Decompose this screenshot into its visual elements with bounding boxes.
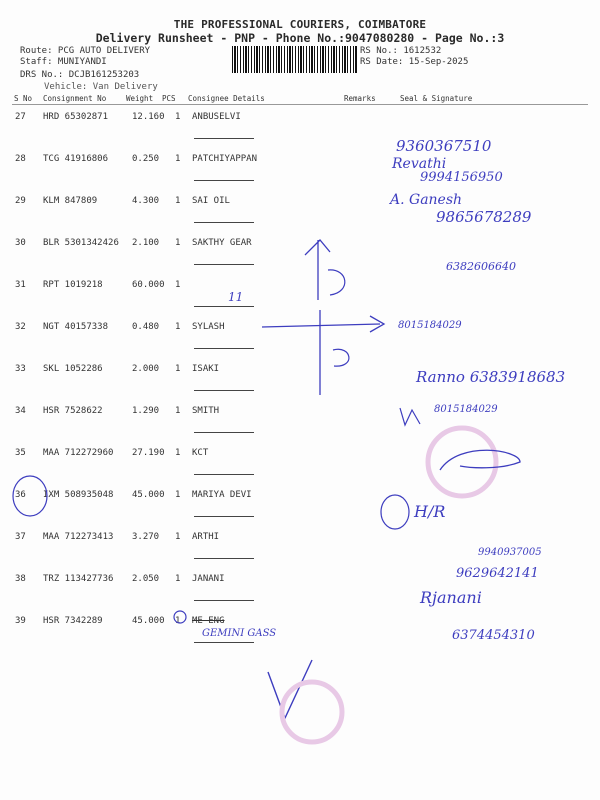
row-sno: 37 xyxy=(15,532,26,542)
row-weight: 3.270 xyxy=(132,532,160,542)
row-consignment: IXM 508935048 xyxy=(43,490,114,500)
signature-mark xyxy=(440,450,520,470)
row-weight: 4.300 xyxy=(132,196,160,206)
signature-row-36: H/R xyxy=(414,502,446,521)
row-pcs: 1 xyxy=(175,364,181,374)
row-pcs: 1 xyxy=(175,616,181,626)
row-weight: 12.160 xyxy=(132,112,165,122)
row-consignee: ME ENG xyxy=(192,616,225,626)
row-sno: 27 xyxy=(15,112,26,122)
row-consignee: PATCHIYAPPAN xyxy=(192,154,258,164)
row-consignee: JANANI xyxy=(192,574,225,584)
row-pcs: 1 xyxy=(175,406,181,416)
row-consignment: KLM 847809 xyxy=(43,196,98,206)
rs-date: RS Date: 15-Sep-2025 xyxy=(360,57,469,67)
scribble-mark xyxy=(328,270,345,295)
row-sno: 36 xyxy=(15,490,26,500)
signature-row-38: Rjanani xyxy=(420,588,482,607)
row-consignee: SMITH xyxy=(192,406,220,416)
signature-mark xyxy=(381,495,409,529)
runsheet-title: Delivery Runsheet - PNP - Phone No.:9047080280 - Page No.:3 xyxy=(95,31,505,45)
row-pcs: 1 xyxy=(175,532,181,542)
signature-row-29-name: A. Ganesh xyxy=(390,192,463,208)
faded-stamp xyxy=(282,682,342,742)
row-weight: 0.480 xyxy=(132,322,160,332)
signature-mark xyxy=(400,408,420,425)
row-sno: 39 xyxy=(15,616,26,626)
row-weight: 60.000 xyxy=(132,280,165,290)
col-consignee: Consignee Details xyxy=(188,94,265,103)
signature-row-32: 8015184029 xyxy=(398,320,462,331)
signature-row-34: 8015184029 xyxy=(434,404,498,415)
row-weight: 1.290 xyxy=(132,406,160,416)
row-consignment: NGT 40157338 xyxy=(43,322,109,332)
row-weight: 27.190 xyxy=(132,448,165,458)
row-consignment: TRZ 113427736 xyxy=(43,574,114,584)
signature-row-28-name: Revathi xyxy=(392,156,447,172)
circle-mark xyxy=(13,476,47,516)
row-pcs: 1 xyxy=(175,196,181,206)
signature-row-39: 6374454310 xyxy=(452,628,535,643)
row-consignment: BLR 5301342426 xyxy=(43,238,119,248)
col-sno: S No xyxy=(14,94,33,103)
row-consignee: MARIYA DEVI xyxy=(192,490,252,500)
row-pcs: 1 xyxy=(175,490,181,500)
col-remarks: Remarks xyxy=(344,94,376,103)
row-consignee: SAKTHY GEAR xyxy=(192,238,252,248)
row-consignee: ISAKI xyxy=(192,364,220,374)
row-pcs: 1 xyxy=(175,322,181,332)
row-consignment: HSR 7528622 xyxy=(43,406,103,416)
row-weight: 0.250 xyxy=(132,154,160,164)
signature-row-37-phone: 9940937005 xyxy=(478,547,542,558)
row-consignment: HSR 7342289 xyxy=(43,616,103,626)
rs-number: RS No.: 1612532 xyxy=(360,46,442,56)
signature-row-27: 9360367510 xyxy=(396,137,492,155)
note-row-39: GEMINI GASS xyxy=(202,628,277,639)
signature-row-29-phone: 9865678289 xyxy=(436,208,532,226)
row-consignee: KCT xyxy=(192,448,209,458)
row-sno: 32 xyxy=(15,322,26,332)
scribble-mark xyxy=(333,349,349,366)
circle-mark xyxy=(174,611,186,623)
row-consignment: MAA 712272960 xyxy=(43,448,114,458)
row-consignee: ANBUSELVI xyxy=(192,112,241,122)
row-consignment: RPT 1019218 xyxy=(43,280,103,290)
row-pcs: 1 xyxy=(175,238,181,248)
row-consignee: ARTHI xyxy=(192,532,220,542)
remark-row-31: 11 xyxy=(228,290,244,304)
col-pcs: PCS xyxy=(162,94,176,103)
vehicle-label: Vehicle: Van Delivery xyxy=(44,82,158,92)
drs-label: DRS No.: DCJB161253203 xyxy=(20,70,140,80)
row-weight: 2.100 xyxy=(132,238,160,248)
route-label: Route: PCG AUTO DELIVERY xyxy=(20,46,151,56)
signature-row-33: Ranno 6383918683 xyxy=(416,368,566,386)
row-pcs: 1 xyxy=(175,574,181,584)
row-weight: 2.000 xyxy=(132,364,160,374)
row-pcs: 1 xyxy=(175,154,181,164)
row-pcs: 1 xyxy=(175,280,181,290)
row-weight: 2.050 xyxy=(132,574,160,584)
row-consignment: SKL 1052286 xyxy=(43,364,103,374)
row-pcs: 1 xyxy=(175,448,181,458)
arrow-mark xyxy=(262,316,384,332)
col-consignment: Consignment No xyxy=(43,94,107,103)
col-weight: Weight xyxy=(126,94,154,103)
row-pcs: 1 xyxy=(175,112,181,122)
row-weight: 45.000 xyxy=(132,490,165,500)
row-consignee: SAI OIL xyxy=(192,196,230,206)
row-sno: 34 xyxy=(15,406,26,416)
row-consignment: MAA 712273413 xyxy=(43,532,114,542)
row-sno: 35 xyxy=(15,448,26,458)
row-weight: 45.000 xyxy=(132,616,165,626)
signature-row-28-phone: 9994156950 xyxy=(420,170,503,185)
row-sno: 31 xyxy=(15,280,26,290)
faded-stamp xyxy=(428,428,496,496)
row-sno: 28 xyxy=(15,154,26,164)
signature-row-30: 6382606640 xyxy=(446,260,516,273)
row-consignee: SYLASH xyxy=(192,322,225,332)
col-seal: Seal & Signature xyxy=(400,94,473,103)
row-consignment: HRD 65302871 xyxy=(43,112,109,122)
company-name: THE PROFESSIONAL COURIERS, COIMBATORE xyxy=(173,18,427,31)
arrow-mark xyxy=(305,240,330,300)
row-consignment: TCG 41916806 xyxy=(43,154,109,164)
row-sno: 38 xyxy=(15,574,26,584)
signature-row-37-phone2: 9629642141 xyxy=(456,566,539,581)
row-sno: 33 xyxy=(15,364,26,374)
row-sno: 30 xyxy=(15,238,26,248)
row-sno: 29 xyxy=(15,196,26,206)
staff-label: Staff: MUNIYANDI xyxy=(20,57,107,67)
